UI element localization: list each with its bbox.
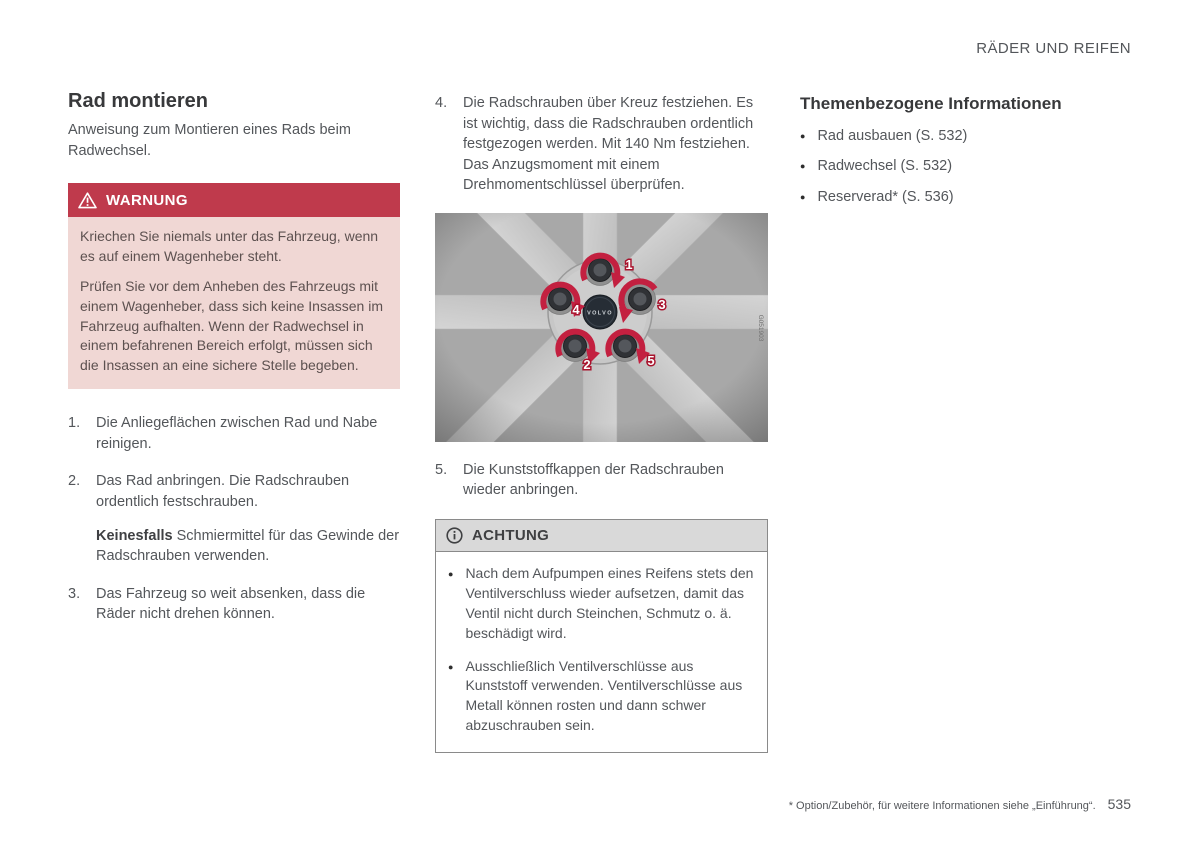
list-item (68, 413, 400, 454)
section-subtitle: Anweisung zum Montieren eines Rads beim Radwechsel. (68, 122, 351, 159)
step-number: 5. (435, 461, 448, 478)
step-note (96, 526, 400, 567)
caution-header (436, 520, 767, 552)
wheel-tightening-figure (435, 213, 768, 442)
bullet-icon: ● (800, 131, 806, 141)
related-info-title: Themenbezogene Informationen (800, 94, 1062, 113)
page-footer (789, 796, 1131, 812)
footnote: * Option/Zubehör, für weitere Informationen siehe „Einführung“. (788, 800, 1096, 812)
wheel-image (435, 213, 768, 442)
list-item (68, 471, 400, 566)
warning-header (68, 183, 400, 217)
step-text: Die Anliegeflächen zwischen Rad und Nabe reinigen. (96, 415, 378, 452)
running-header: RÄDER UND REIFEN (976, 40, 1131, 57)
triangle-exclamation-icon (78, 192, 97, 209)
caution-label: ACHTUNG (472, 527, 550, 545)
related-link[interactable] (800, 187, 1135, 207)
bullet-icon: ● (448, 661, 454, 672)
related-link[interactable] (800, 156, 1135, 176)
related-link-label: Reserverad* (S. 536) (817, 188, 954, 205)
bullet-icon: ● (448, 569, 454, 580)
caution-text: Nach dem Aufpumpen eines Reifens stets den Ventilverschluss wieder aufsetzen, damit das Ventil nicht durch Steinchen, Schmutz o. ä. beschädigt wird. (465, 565, 754, 641)
middle-column (435, 93, 768, 753)
right-column (800, 94, 1135, 217)
list-item (435, 460, 768, 501)
step-text: Die Radschrauben über Kreuz festziehen. Es ist wichtig, dass die Radschrauben ordentlich festgezogen werden. Mit 140 Nm festziehen. Das Anzugsmoment mit einem Drehmomentschlüssel überprüfen. (463, 95, 754, 194)
step-number: 2. (68, 473, 81, 490)
warning-label: WARNUNG (106, 191, 188, 209)
bullet-icon: ● (800, 161, 806, 172)
warning-paragraph: Prüfen Sie vor dem Anheben des Fahrzeugs mit einem Wagenheber, dass sich keine Insassen im Fahrzeug aufhalten. Wenn der Radwechsel in einem befahrenen Bereich erfolgt, müssen sich die Insassen an eine sichere Stelle begeben. (80, 278, 383, 373)
caution-box (435, 519, 768, 753)
section-title: Rad montieren (68, 90, 209, 112)
list-item (435, 93, 768, 196)
page-number: 535 (1107, 796, 1131, 812)
step-text: Die Kunststoffkappen der Radschrauben wieder anbringen. (463, 461, 724, 499)
step-number: 3. (68, 585, 81, 602)
step-number: 1. (68, 415, 81, 432)
left-column (68, 90, 400, 642)
circle-info-icon (446, 527, 463, 544)
list-item (448, 657, 755, 737)
related-link-label: Rad ausbauen (S. 532) (817, 128, 968, 144)
warning-body (68, 217, 400, 389)
list-item (68, 584, 400, 625)
step-note-bold: Keinesfalls (96, 527, 173, 544)
step-text: Das Fahrzeug so weit absenken, dass die Räder nicht drehen können. (96, 585, 366, 623)
related-link-label: Radwechsel (S. 532) (817, 158, 953, 175)
step-list (68, 413, 400, 625)
list-item (448, 564, 755, 644)
warning-box (68, 183, 400, 389)
step-text: Das Rad anbringen. Die Radschrauben ordentlich festschrauben. (96, 473, 350, 511)
figure-watermark: G051903 (757, 314, 764, 342)
step-note-rest: Schmiermittel für das Gewinde der Radschrauben verwenden. (96, 527, 400, 565)
warning-paragraph: Kriechen Sie niemals unter das Fahrzeug, wenn es auf einem Wagenheber steht. (80, 228, 379, 264)
caution-text: Ausschließlich Ventilverschlüsse aus Kunststoff verwenden. Ventilverschlüsse aus Metall können rosten und dann schwer abzuschrauben sein. (465, 657, 743, 734)
step-number: 4. (435, 95, 448, 111)
bullet-icon: ● (800, 191, 806, 202)
related-link[interactable] (800, 126, 1135, 146)
caution-body (436, 552, 767, 752)
